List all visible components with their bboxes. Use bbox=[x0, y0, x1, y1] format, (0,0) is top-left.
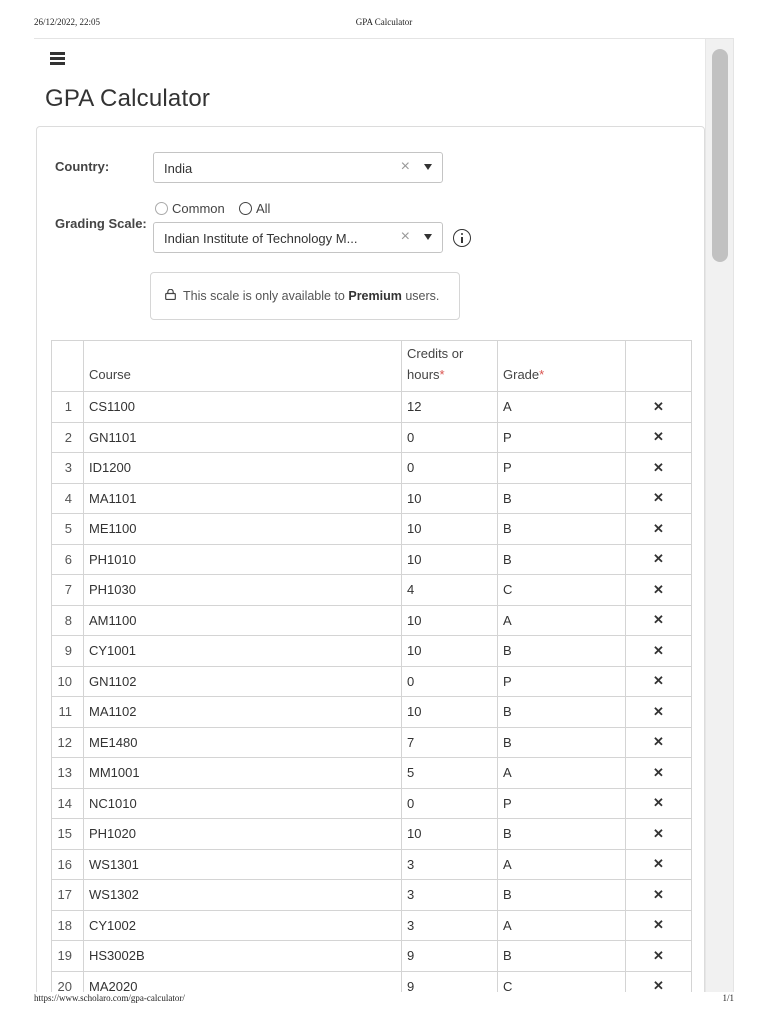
delete-row-icon[interactable]: ✕ bbox=[626, 392, 692, 423]
course-cell[interactable]: GN1101 bbox=[84, 422, 402, 453]
radio-common-circle-icon[interactable] bbox=[155, 202, 168, 215]
credits-cell[interactable]: 0 bbox=[402, 422, 498, 453]
row-index: 9 bbox=[52, 636, 84, 667]
row-index: 17 bbox=[52, 880, 84, 911]
country-value: India bbox=[164, 161, 193, 176]
row-index: 11 bbox=[52, 697, 84, 728]
delete-row-icon[interactable]: ✕ bbox=[626, 453, 692, 484]
credits-cell[interactable]: 0 bbox=[402, 453, 498, 484]
grade-cell[interactable]: C bbox=[498, 971, 626, 992]
table-row bbox=[52, 636, 692, 667]
credits-cell[interactable]: 10 bbox=[402, 636, 498, 667]
print-title: GPA Calculator bbox=[355, 17, 413, 27]
clear-grading-scale-icon[interactable]: × bbox=[400, 228, 410, 245]
table-row bbox=[52, 941, 692, 972]
course-cell[interactable]: HS3002B bbox=[84, 941, 402, 972]
delete-row-icon[interactable]: ✕ bbox=[626, 666, 692, 697]
table-row bbox=[52, 880, 692, 911]
print-page-number: 1/1 bbox=[722, 993, 734, 1003]
chevron-down-icon[interactable] bbox=[424, 164, 432, 170]
delete-row-icon[interactable]: ✕ bbox=[626, 880, 692, 911]
course-cell[interactable]: WS1302 bbox=[84, 880, 402, 911]
credits-header: Credits or hours* bbox=[402, 341, 498, 392]
row-index: 6 bbox=[52, 544, 84, 575]
delete-row-icon[interactable]: ✕ bbox=[626, 422, 692, 453]
row-index: 3 bbox=[52, 453, 84, 484]
course-cell[interactable]: MA1102 bbox=[84, 697, 402, 728]
table-row bbox=[52, 819, 692, 850]
credits-cell[interactable]: 9 bbox=[402, 971, 498, 992]
course-cell[interactable]: CY1002 bbox=[84, 910, 402, 941]
grade-cell[interactable]: B bbox=[498, 636, 626, 667]
grade-cell[interactable]: A bbox=[498, 392, 626, 423]
table-row bbox=[52, 971, 692, 992]
credits-cell[interactable]: 10 bbox=[402, 697, 498, 728]
row-index: 1 bbox=[52, 392, 84, 423]
row-index: 7 bbox=[52, 575, 84, 606]
delete-row-icon[interactable]: ✕ bbox=[626, 605, 692, 636]
course-cell[interactable]: MM1001 bbox=[84, 758, 402, 789]
table-header-row bbox=[52, 341, 692, 392]
credits-cell[interactable]: 12 bbox=[402, 392, 498, 423]
course-cell[interactable]: CY1001 bbox=[84, 636, 402, 667]
grade-cell[interactable]: B bbox=[498, 514, 626, 545]
row-index: 16 bbox=[52, 849, 84, 880]
delete-row-icon[interactable]: ✕ bbox=[626, 636, 692, 667]
table-row bbox=[52, 910, 692, 941]
credits-cell[interactable]: 3 bbox=[402, 849, 498, 880]
index-header bbox=[52, 341, 84, 392]
radio-common-label: Common bbox=[172, 201, 225, 216]
grade-cell[interactable]: B bbox=[498, 697, 626, 728]
row-index: 5 bbox=[52, 514, 84, 545]
course-cell[interactable]: CS1100 bbox=[84, 392, 402, 423]
delete-row-icon[interactable]: ✕ bbox=[626, 514, 692, 545]
grade-cell[interactable]: C bbox=[498, 575, 626, 606]
course-cell[interactable]: MA1101 bbox=[84, 483, 402, 514]
credits-cell[interactable]: 3 bbox=[402, 880, 498, 911]
grading-scale-select[interactable] bbox=[153, 222, 443, 253]
grade-cell[interactable]: B bbox=[498, 941, 626, 972]
delete-row-icon[interactable]: ✕ bbox=[626, 788, 692, 819]
grading-scale-value: Indian Institute of Technology M... bbox=[164, 231, 358, 246]
delete-row-icon[interactable]: ✕ bbox=[626, 697, 692, 728]
credits-cell[interactable]: 10 bbox=[402, 605, 498, 636]
course-cell[interactable]: PH1030 bbox=[84, 575, 402, 606]
course-cell[interactable]: MA2020 bbox=[84, 971, 402, 992]
print-footer bbox=[0, 993, 768, 1007]
premium-notice-text: This scale is only available to Premium users. bbox=[183, 289, 440, 303]
credits-cell[interactable]: 10 bbox=[402, 819, 498, 850]
table-row bbox=[52, 392, 692, 423]
delete-row-icon[interactable]: ✕ bbox=[626, 483, 692, 514]
table-row bbox=[52, 788, 692, 819]
grade-cell[interactable]: P bbox=[498, 422, 626, 453]
row-index: 20 bbox=[52, 971, 84, 992]
delete-row-icon[interactable]: ✕ bbox=[626, 819, 692, 850]
table-row bbox=[52, 483, 692, 514]
table-row bbox=[52, 514, 692, 545]
row-index: 14 bbox=[52, 788, 84, 819]
grade-cell[interactable]: B bbox=[498, 727, 626, 758]
print-url: https://www.scholaro.com/gpa-calculator/ bbox=[34, 993, 185, 1003]
grade-cell[interactable]: A bbox=[498, 758, 626, 789]
required-asterisk: * bbox=[539, 367, 545, 382]
credits-cell[interactable]: 10 bbox=[402, 544, 498, 575]
row-index: 8 bbox=[52, 605, 84, 636]
print-header bbox=[0, 17, 768, 31]
premium-notice bbox=[150, 272, 460, 320]
grading-scale-label: Grading Scale: bbox=[55, 216, 147, 231]
course-header: Course bbox=[84, 341, 402, 392]
course-cell[interactable]: PH1020 bbox=[84, 819, 402, 850]
info-icon[interactable] bbox=[453, 229, 471, 247]
delete-header bbox=[626, 341, 692, 392]
country-select[interactable] bbox=[153, 152, 443, 183]
page-title: GPA Calculator bbox=[45, 85, 211, 112]
grade-cell[interactable]: B bbox=[498, 819, 626, 850]
credits-cell[interactable]: 7 bbox=[402, 727, 498, 758]
table-row bbox=[52, 727, 692, 758]
credits-cell[interactable]: 5 bbox=[402, 758, 498, 789]
table-row bbox=[52, 605, 692, 636]
grade-cell[interactable]: P bbox=[498, 666, 626, 697]
courses-table bbox=[51, 340, 692, 992]
delete-row-icon[interactable]: ✕ bbox=[626, 849, 692, 880]
credits-cell[interactable]: 0 bbox=[402, 666, 498, 697]
table-row bbox=[52, 758, 692, 789]
table-row bbox=[52, 575, 692, 606]
table-row bbox=[52, 666, 692, 697]
grade-cell[interactable]: P bbox=[498, 788, 626, 819]
grade-cell[interactable]: B bbox=[498, 880, 626, 911]
row-index: 19 bbox=[52, 941, 84, 972]
row-index: 4 bbox=[52, 483, 84, 514]
print-date: 26/12/2022, 22:05 bbox=[34, 17, 101, 27]
credits-cell[interactable]: 4 bbox=[402, 575, 498, 606]
grade-cell[interactable]: B bbox=[498, 544, 626, 575]
course-cell[interactable]: AM1100 bbox=[84, 605, 402, 636]
course-cell[interactable]: ID1200 bbox=[84, 453, 402, 484]
row-index: 10 bbox=[52, 666, 84, 697]
delete-row-icon[interactable]: ✕ bbox=[626, 941, 692, 972]
table-row bbox=[52, 849, 692, 880]
course-cell[interactable]: ME1100 bbox=[84, 514, 402, 545]
hamburger-menu-icon[interactable] bbox=[50, 51, 66, 67]
course-cell[interactable]: GN1102 bbox=[84, 666, 402, 697]
clear-country-icon[interactable]: × bbox=[400, 158, 410, 175]
calculator-card bbox=[36, 126, 705, 992]
course-cell[interactable]: PH1010 bbox=[84, 544, 402, 575]
credits-cell[interactable]: 10 bbox=[402, 514, 498, 545]
chevron-down-icon[interactable] bbox=[424, 234, 432, 240]
radio-all-circle-icon[interactable] bbox=[239, 202, 252, 215]
country-label: Country: bbox=[55, 159, 110, 174]
radio-all-label: All bbox=[256, 201, 271, 216]
credits-cell[interactable]: 10 bbox=[402, 483, 498, 514]
delete-row-icon[interactable]: ✕ bbox=[626, 758, 692, 789]
grade-cell[interactable]: P bbox=[498, 453, 626, 484]
scrollbar-thumb[interactable] bbox=[712, 49, 728, 262]
table-row bbox=[52, 422, 692, 453]
grade-cell[interactable]: A bbox=[498, 910, 626, 941]
delete-row-icon[interactable]: ✕ bbox=[626, 910, 692, 941]
credits-cell[interactable]: 9 bbox=[402, 941, 498, 972]
required-asterisk: * bbox=[439, 367, 445, 382]
row-index: 12 bbox=[52, 727, 84, 758]
delete-row-icon[interactable]: ✕ bbox=[626, 727, 692, 758]
delete-row-icon[interactable]: ✕ bbox=[626, 971, 692, 992]
grade-cell[interactable]: A bbox=[498, 849, 626, 880]
delete-row-icon[interactable]: ✕ bbox=[626, 544, 692, 575]
grade-cell[interactable]: A bbox=[498, 605, 626, 636]
credits-cell[interactable]: 3 bbox=[402, 910, 498, 941]
grade-header: Grade* bbox=[498, 341, 626, 392]
grade-cell[interactable]: B bbox=[498, 483, 626, 514]
premium-link: Premium bbox=[348, 289, 402, 303]
table-row bbox=[52, 697, 692, 728]
row-index: 13 bbox=[52, 758, 84, 789]
course-cell[interactable]: ME1480 bbox=[84, 727, 402, 758]
course-cell[interactable]: WS1301 bbox=[84, 849, 402, 880]
credits-cell[interactable]: 0 bbox=[402, 788, 498, 819]
table-row bbox=[52, 544, 692, 575]
row-index: 18 bbox=[52, 910, 84, 941]
table-row bbox=[52, 453, 692, 484]
vertical-scrollbar[interactable] bbox=[705, 39, 733, 992]
row-index: 15 bbox=[52, 819, 84, 850]
lock-icon bbox=[165, 289, 176, 300]
row-index: 2 bbox=[52, 422, 84, 453]
course-cell[interactable]: NC1010 bbox=[84, 788, 402, 819]
browser-viewport bbox=[34, 38, 734, 992]
delete-row-icon[interactable]: ✕ bbox=[626, 575, 692, 606]
